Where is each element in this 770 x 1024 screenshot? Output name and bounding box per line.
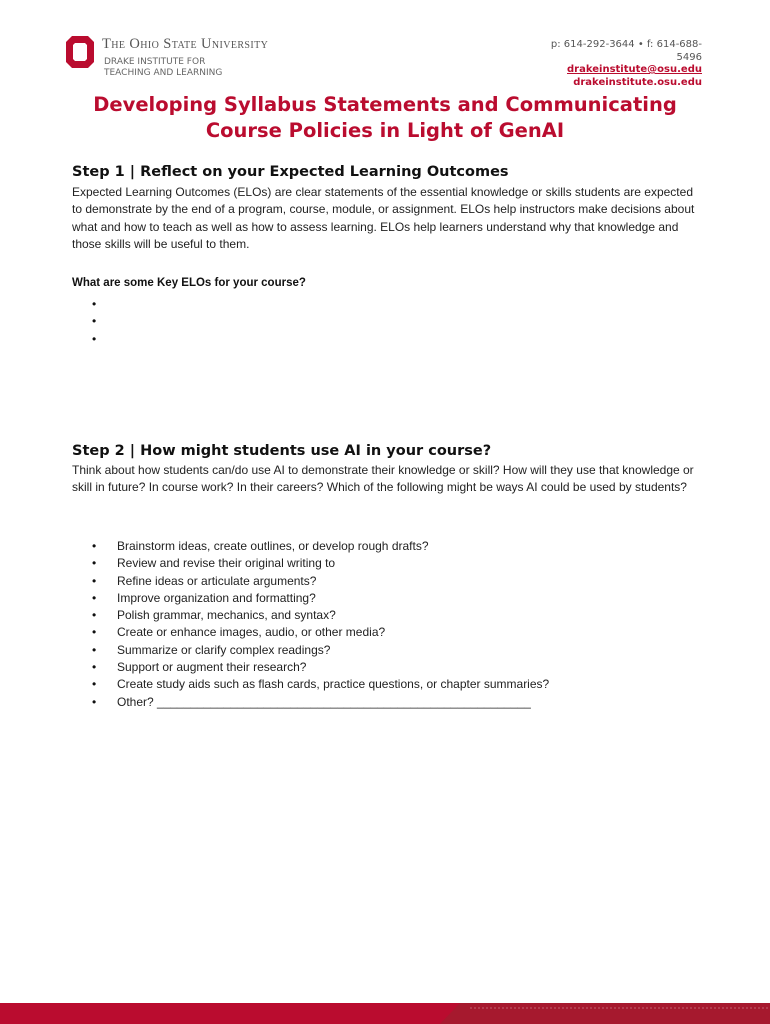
blank-list-item xyxy=(92,296,117,313)
block-o-icon xyxy=(66,36,94,68)
list-item-text: Brainstorm ideas, create outlines, or develop rough drafts? xyxy=(117,539,429,553)
bullet-icon: • xyxy=(92,608,97,623)
list-item xyxy=(92,642,549,659)
step2-heading: Step 2 | How might students use AI in your course? xyxy=(72,443,492,459)
list-item-text: Refine ideas or articulate arguments? xyxy=(117,573,317,588)
bullet-icon: • xyxy=(92,573,97,588)
blank-list-item xyxy=(92,331,117,348)
list-item-text: Support or augment their research? xyxy=(117,660,307,675)
bullet-icon: • xyxy=(92,625,97,640)
bullet-icon: • xyxy=(92,642,97,657)
bullet-icon: • xyxy=(92,297,97,311)
list-item-text: Create or enhance images, audio, or other media? xyxy=(117,625,386,640)
list-item-text: Improve organization and formatting? xyxy=(117,590,316,605)
list-item xyxy=(92,694,549,711)
list-item xyxy=(92,607,549,624)
university-name: The Ohio State University xyxy=(102,36,269,52)
blank-list-item xyxy=(92,313,117,330)
bullet-icon: • xyxy=(92,556,97,571)
list-item xyxy=(92,624,549,641)
list-item-text: Polish grammar, mechanics, and syntax? xyxy=(117,608,336,623)
list-item xyxy=(92,590,549,607)
document-title: Developing Syllabus Statements and Communicating Course Policies in Light of GenAI xyxy=(93,93,677,142)
bullet-icon: • xyxy=(92,660,97,675)
elo-blank-list xyxy=(92,296,117,348)
bullet-icon: • xyxy=(92,677,97,692)
bullet-icon: • xyxy=(92,590,97,605)
list-item xyxy=(92,555,549,572)
step1-heading: Step 1 | Reflect on your Expected Learning Outcomes xyxy=(72,164,509,180)
footer-stripe xyxy=(0,1003,770,1024)
contact-info xyxy=(532,39,702,89)
bullet-icon: • xyxy=(92,539,97,553)
bullet-icon: • xyxy=(92,694,97,709)
list-item-text: Summarize or clarify complex readings? xyxy=(117,642,331,657)
website-link[interactable]: drakeinstitute.osu.edu xyxy=(573,76,702,88)
step2-body: Think about how students can/do use AI to demonstrate their knowledge or skill? How will they use that knowledge or skill in future? In course work? In their careers? Which of the following might be ways AI could be used by students? xyxy=(72,463,694,495)
institute-name: DRAKE INSTITUTE FOR TEACHING AND LEARNING xyxy=(104,57,223,78)
list-item xyxy=(92,573,549,590)
list-item-text: Other? ________________________________________________________ xyxy=(117,694,531,709)
email-link[interactable]: drakeinstitute@osu.edu xyxy=(567,64,702,75)
list-item xyxy=(92,538,549,555)
ai-use-list xyxy=(92,538,549,711)
bullet-icon: • xyxy=(92,331,97,346)
list-item-text: Review and revise their original writing to xyxy=(117,556,336,571)
list-item xyxy=(92,659,549,676)
step1-body: Expected Learning Outcomes (ELOs) are clear statements of the essential knowledge or skills students are expected to demonstrate by the end of a program, course, module, or assignment. ELOs help instructors make decisions about what and how to teach as well as how to assess learning. ELOs help learners understand why that knowledge and those skills will be useful to them. xyxy=(72,185,695,252)
list-item xyxy=(92,676,549,693)
bullet-icon: • xyxy=(92,314,97,329)
elo-question: What are some Key ELOs for your course? xyxy=(72,277,306,289)
list-item-text: Create study aids such as flash cards, practice questions, or chapter summaries? xyxy=(117,677,550,692)
phone-fax: p: 614-292-3644 • f: 614-688-5496 xyxy=(550,39,702,63)
